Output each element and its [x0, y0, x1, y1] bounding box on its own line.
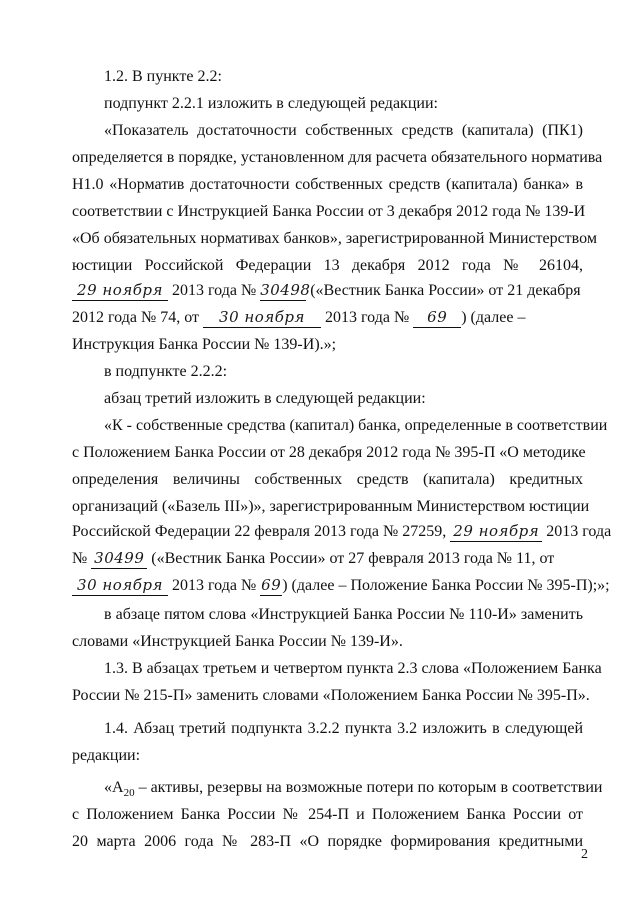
text-line: с Положением Банка России № 254-П и Положением Банка России от [72, 806, 583, 823]
text-line-with-handwriting [72, 573, 610, 599]
handwritten-number: 30499 [91, 548, 147, 569]
handwritten-number: 30498 [260, 281, 311, 299]
paragraph-1-4: 1.4. Абзац третий подпункта 3.2.2 пункта 3.2 изложить в следующей [104, 720, 583, 737]
text-line: подпункт 2.2.1 изложить в следующей редакции: [104, 95, 438, 112]
text-line: Инструкция Банка России № 139-И).»; [72, 336, 337, 353]
text-fragment: № [72, 550, 88, 567]
text-line-with-handwriting [72, 278, 583, 304]
text-line: абзац третий изложить в следующей редакции: [104, 390, 426, 407]
text-line: соответствии с Инструкцией Банка России от 3 декабря 2012 года № 139-И [72, 203, 586, 220]
handwritten-date: 29 ноября [72, 280, 168, 301]
text-line-a20 [104, 775, 603, 801]
text-line: в абзаце пятом слова «Инструкцией Банка России № 110-И» заменить [104, 606, 583, 623]
text-fragment: 2013 года № [325, 309, 410, 326]
text-fragment: Российской Федерации 22 февраля 2013 года № 27259, [72, 523, 447, 540]
text-line: России № 215-П» заменить словами «Положением Банка России № 395-П». [72, 687, 590, 704]
handwritten-number: 69 [413, 307, 461, 328]
text-line: словами «Инструкцией Банка России № 139-И». [72, 633, 403, 650]
text-fragment: ) (далее – Положение Банка России № 395-П);»; [282, 577, 610, 594]
handwritten-date: 30 ноября [72, 575, 168, 596]
text-line-with-handwriting [72, 546, 583, 572]
handwritten-date: 30 ноября [203, 307, 321, 328]
text-line: в подпункте 2.2.2: [104, 363, 228, 380]
handwritten-number: 69 [261, 576, 282, 594]
text-line: определяется в порядке, установленном для расчета обязательного норматива [72, 149, 603, 166]
text-line: с Положением Банка России от 28 декабря 2012 года № 395-П «О методике [72, 444, 586, 461]
text-line: «Показатель достаточности собственных средств (капитала) (ПК1) [104, 122, 583, 139]
text-line-with-handwriting [72, 519, 612, 545]
text-line: 20 марта 2006 года № 283-П «О порядке формирования кредитными [72, 833, 583, 850]
text-fragment: («Вестник Банка России» от 21 декабря [310, 282, 581, 299]
text-fragment: – активы, резервы на возможные потери по которым в соответствии [138, 779, 603, 796]
text-fragment: («Вестник Банка России» от 27 февраля 2013 года № 11, от [151, 550, 555, 567]
text-line: организаций («Базель III»)», зарегистрированным Министерством юстиции [72, 498, 590, 515]
text-line: Н1.0 «Норматив достаточности собственных средств (капитала) банка» в [72, 176, 583, 193]
text-fragment: 2012 года № 74, от [72, 309, 199, 326]
text-line: «К - собственные средства (капитал) банка, определенные в соответствии [104, 417, 608, 434]
text-line: «Об обязательных нормативах банков», зарегистрированной Министерством [72, 230, 597, 247]
text-fragment: 2013 года № [172, 282, 257, 299]
text-fragment: 2013 года № [172, 577, 257, 594]
paragraph-1-3: 1.3. В абзацах третьем и четвертом пункта 2.3 слова «Положением Банка [104, 660, 602, 677]
paragraph-1-2: 1.2. В пункте 2.2: [104, 68, 222, 85]
a20-symbol: «$А_{20}$ [104, 779, 135, 800]
text-line: юстиции Российской Федерации 13 декабря 2012 года № 26104, [72, 257, 583, 274]
text-line: редакции: [72, 747, 141, 764]
page-number: 2 [581, 847, 588, 862]
text-line-with-handwriting [72, 305, 583, 331]
text-line: определения величины собственных средств (капитала) кредитных [72, 471, 583, 488]
text-fragment: ) (далее – [461, 309, 526, 326]
text-fragment: 2013 года [546, 523, 612, 540]
handwritten-date: 29 ноября [450, 521, 542, 542]
